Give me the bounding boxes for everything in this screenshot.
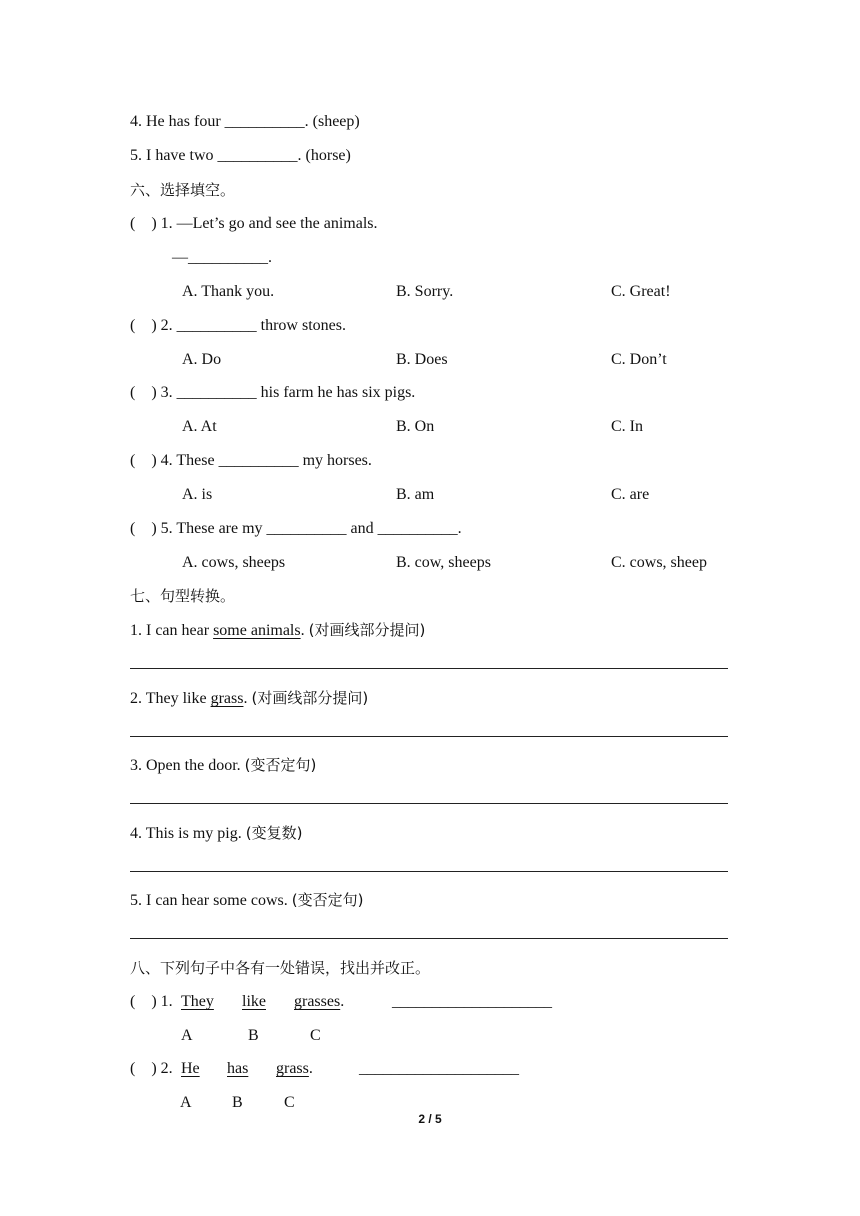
section-8-title: 八、下列句子中各有一处错误，找出并改正。 <box>130 959 431 977</box>
s8-q2-word-a: He <box>181 1060 200 1077</box>
s8-q1-label-b: B <box>248 1027 259 1044</box>
s7-answer-line-4[interactable] <box>130 871 728 872</box>
s6-q5-option-c: C. cows, sheep <box>611 554 707 571</box>
s8-q1-word-c: grasses <box>294 993 341 1010</box>
s6-q3-stem: ( ) 3. __________ his farm he has six pigs. <box>130 384 416 401</box>
s8-q1-word-a: They <box>181 993 214 1010</box>
s6-q2-stem: ( ) 2. __________ throw stones. <box>130 317 346 334</box>
s6-q1-option-a: A. Thank you. <box>182 283 275 300</box>
s6-q3-option-a: A. At <box>182 418 217 435</box>
s8-q2-word-c-wrap: grass. <box>276 1060 313 1077</box>
s6-q4-option-b: B. am <box>396 486 435 503</box>
s7-answer-line-1[interactable] <box>130 668 728 669</box>
s8-q1-answer-blank[interactable]: ____________________ <box>392 993 552 1010</box>
s6-q1-option-c: C. Great! <box>611 283 671 300</box>
s5-question-4: 4. He has four __________. (sheep) <box>130 113 360 130</box>
s6-q5-option-a: A. cows, sheeps <box>182 554 286 571</box>
s7-question-3: 3. Open the door. (变否定句) <box>130 756 317 774</box>
s6-q2-option-c: C. Don’t <box>611 351 667 368</box>
s8-q2-prefix: ( ) 2. <box>130 1060 177 1077</box>
s8-q2-word-b: has <box>227 1060 249 1077</box>
s8-q1-prefix: ( ) 1. <box>130 993 177 1010</box>
s6-q2-option-b: B. Does <box>396 351 448 368</box>
s7-answer-line-5[interactable] <box>130 938 728 939</box>
s6-q3-option-c: C. In <box>611 418 643 435</box>
s6-q1-reply: —__________. <box>172 249 272 266</box>
s7-question-5: 5. I can hear some cows. (变否定句) <box>130 891 364 909</box>
s7-question-4: 4. This is my pig. (变复数) <box>130 824 303 842</box>
s8-q2-label-c: C <box>284 1094 295 1111</box>
s8-q1-label-a: A <box>181 1027 193 1044</box>
s8-q1-word-b: like <box>242 993 266 1010</box>
s6-q4-stem: ( ) 4. These __________ my horses. <box>130 452 372 469</box>
s8-q2-word-c: grass <box>276 1060 309 1077</box>
s8-q2-label-a: A <box>180 1094 192 1111</box>
s7-question-2: 2. They like grass. (对画线部分提问) <box>130 689 369 707</box>
section-7-title: 七、句型转换。 <box>130 587 236 605</box>
s6-q4-option-a: A. is <box>182 486 213 503</box>
s6-q2-option-a: A. Do <box>182 351 222 368</box>
section-6-title: 六、选择填空。 <box>130 181 236 199</box>
s7-question-1: 1. I can hear some animals. (对画线部分提问) <box>130 621 426 639</box>
page-number: 2 / 5 <box>418 1112 442 1126</box>
s6-q5-stem: ( ) 5. These are my __________ and __________. <box>130 520 462 537</box>
s6-q3-option-b: B. On <box>396 418 435 435</box>
s6-q1-stem: ( ) 1. —Let’s go and see the animals. <box>130 215 378 232</box>
s6-q5-option-b: B. cow, sheeps <box>396 554 491 571</box>
s8-q1-word-c-wrap: grasses. <box>294 993 345 1010</box>
s7-answer-line-3[interactable] <box>130 803 728 804</box>
s6-q1-option-b: B. Sorry. <box>396 283 454 300</box>
s6-q4-option-c: C. are <box>611 486 650 503</box>
s8-q1-label-c: C <box>310 1027 321 1044</box>
s5-question-5: 5. I have two __________. (horse) <box>130 147 351 164</box>
s8-q2-label-b: B <box>232 1094 243 1111</box>
s7-answer-line-2[interactable] <box>130 736 728 737</box>
s8-q2-answer-blank[interactable]: ____________________ <box>359 1060 519 1077</box>
